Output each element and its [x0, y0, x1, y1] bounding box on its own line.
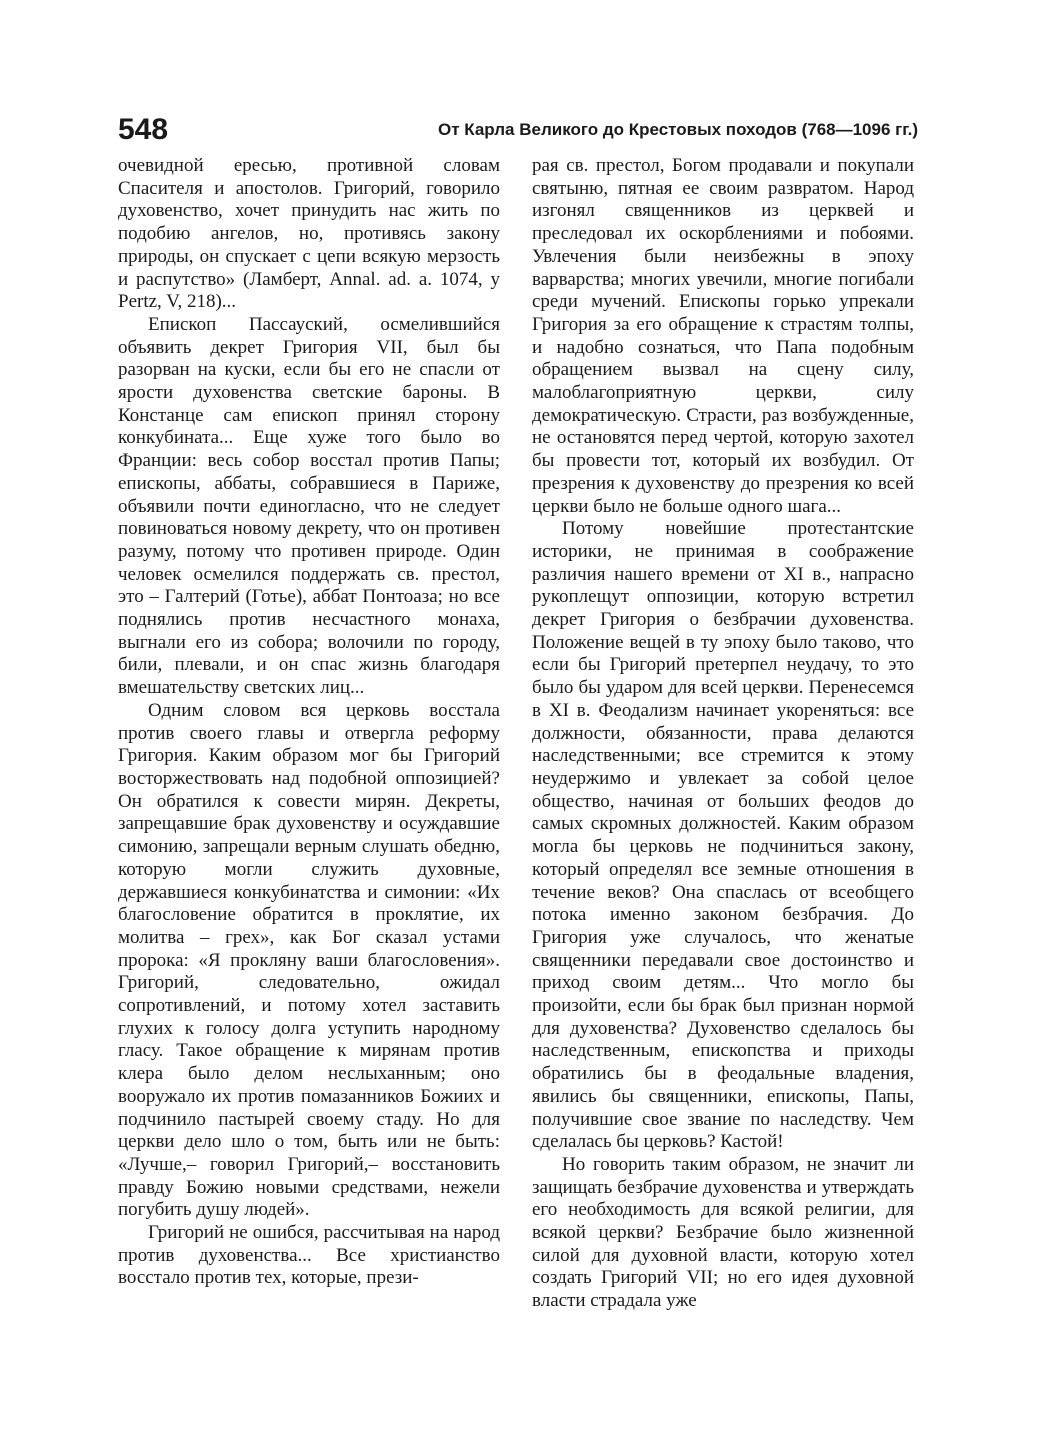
paragraph: Но говорить таким образом, не значит ли защищать безбрачие духовенства и утверждать его необходимость для всякой религии, для всякой церкви? Безбрачие было жизненной силой для духовной власти, которую хотел создать Григорий VII; но его идея духовной власти страдала уже — [532, 1153, 914, 1312]
paragraph: Епископ Пассауский, осмелившийся объявить декрет Григория VII, был бы разорван на куски, если бы его не спасли от ярости духовенства светские бароны. В Констанце сам епископ принял сторону конкубината... Еще хуже того было во Франции: весь собор восстал против Папы; епископы, аббаты, собравшиеся в Париже, объявили почти единогласно, что не следует повиноваться новому декрету, что он противен разуму, потому что противен природе. Один человек осмелился поддержать св. престол, это – Галтерий (Готье), аббат Понтоаза; но все поднялись против несчастного монаха, выгнали его из собора; волочили по городу, били, плевали, и он спас жизнь благодаря вмешательству светских лиц... — [118, 313, 500, 699]
paragraph: очевидной ересью, противной словам Спасителя и апостолов. Григорий, говорило духовенство, хочет принудить нас жить по подобию ангелов, но, противясь закону природы, он спускает с цепи всякую мерзость и распутство» (Ламберт, Annal. ad. a. 1074, y Pertz, V, 218)... — [118, 155, 500, 313]
text-column-right — [532, 155, 914, 1313]
paragraph: рая св. престол, Богом продавали и покупали святыню, пятная ее своим развратом. Народ изгонял священников из церквей и преследовал их оскорблениями и побоями. Увлечения были неизбежны в эпоху варварства; многих увечили, многие погибали среди мучений. Епископы горько упрекали Григория за его обращение к страстям толпы, и надобно сознаться, что Папа подобным обращением вызвал на сцену силу, малоблагоприятную церкви, силу демократическую. Страсти, раз возбужденные, не остановятся перед чертой, которую захотел бы провести тот, который их возбудил. От презрения к духовенству до презрения ко всей церкви было не больше одного шага... — [532, 155, 914, 517]
page-header — [118, 112, 918, 152]
running-head: От Карла Великого до Крестовых походов (768—1096 гг.) — [437, 120, 918, 139]
page-number: 548 — [118, 113, 169, 146]
paragraph: Григорий не ошибся, рассчитывая на народ против духовенства... Все христианство восстало против тех, которые, прези- — [118, 1222, 500, 1289]
text-column-left — [118, 155, 500, 1290]
paragraph: Одним словом вся церковь восстала против своего главы и отвергла реформу Григория. Каким образом мог бы Григорий восторжествовать над подобной оппозицией? Он обратился к совести мирян. Декреты, запрещавшие брак духовенству и осуждавшие симонию, запрещали верным слушать обедню, которую могли служить духовные, державшиеся конкубинатства и симонии: «Их благословение обратится в проклятие, их молитва – грех», как Бог сказал устами пророка: «Я прокляну ваши благословения». Григорий, следовательно, ожидал сопротивлений, и потому хотел заставить глухих к голосу долга уступить народному гласу. Такое обращение к мирянам против клера было делом неслыханным; оно вооружало их против помазанников Божиих и подчинило пастырей своему стаду. Но для церкви дело шло о том, быть или не быть: «Лучше,– говорил Григорий,– восстановить правду Божию новыми средствами, нежели погубить душу людей». — [118, 699, 500, 1221]
paragraph: Потому новейшие протестантские историки, не принимая в соображение различия нашего времени от XI в., напрасно рукоплещут оппозиции, которую встретил декрет Григория о безбрачии духовенства. Положение вещей в ту эпоху было таково, что если бы Григорий претерпел неудачу, то это было бы ударом для всей церкви. Перенесемся в XI в. Феодализм начинает укореняться: все должности, обязанности, права делаются наследственными; все стремится к этому неудержимо и увлекает за собой целое общество, начиная от больших феодов до самых скромных должностей. Каким образом могла бы церковь не подчиниться закону, который определял все земные отношения в течение веков? Она спаслась от всеобщего потока именно законом безбрачия. До Григория уже случалось, что женатые священники передавали свое достоинство и приход своим детям... Что могло бы произойти, если бы брак был признан нормой для духовенства? Духовенство сделалось бы наследственным, епископства и приходы обратились бы в феодальные владения, явились бы священники, епископы, Папы, получившие свое звание по наследству. Чем сделалась бы церковь? Кастой! — [532, 518, 914, 1153]
